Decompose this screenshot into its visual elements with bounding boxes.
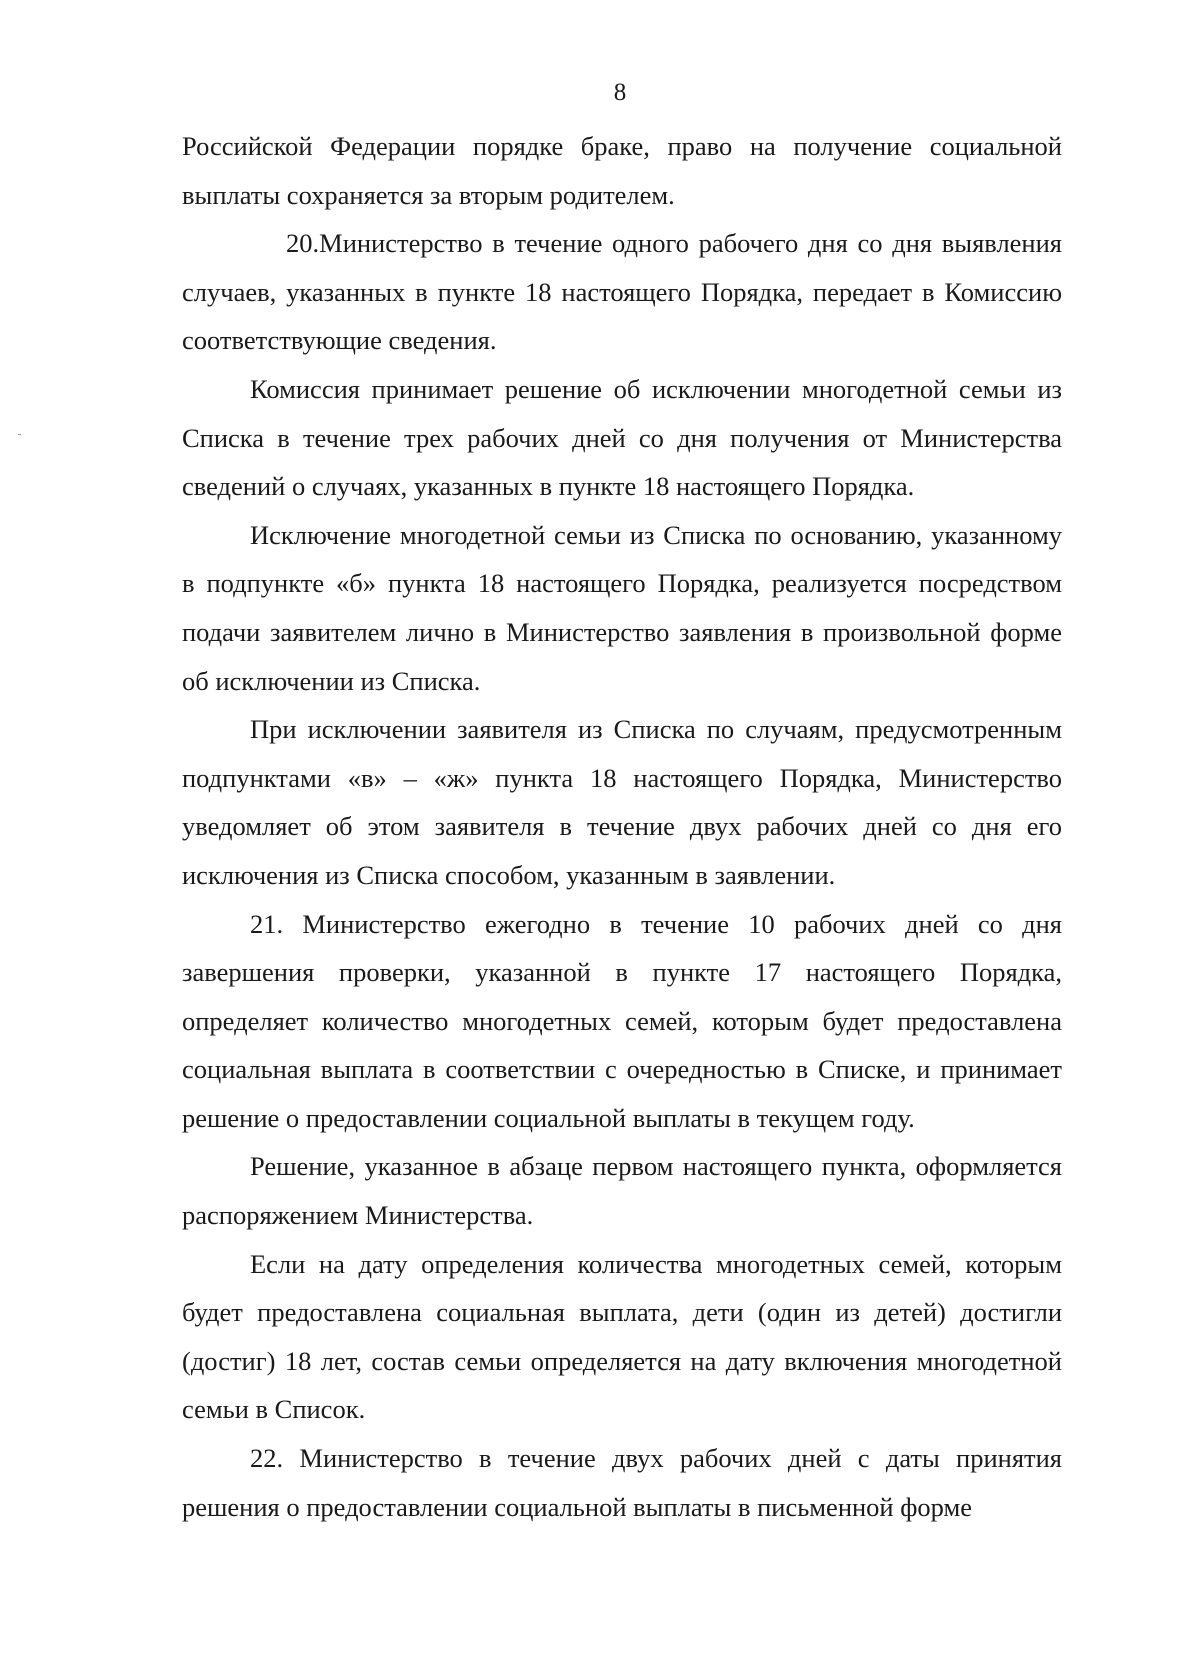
document-body (182, 122, 1062, 1531)
scan-margin-mark (18, 434, 21, 435)
item-number: 20. (286, 228, 320, 259)
paragraph-continuation: Российской Федерации порядке браке, право на получение социальной выплаты сохраняется за вторым родителем. (182, 131, 1062, 210)
paragraph-item-21: 21. Министерство ежегодно в течение 10 рабочих дней со дня завершения проверки, указанной в пункте 17 настоящего Порядка, определяет количество многодетных семей, которым будет предоставлена социальная выплата в соответствии с очередностью в Списке, и принимает решение о предоставлении социальной выплаты в текущем году. (182, 908, 1062, 1133)
paragraph-item-22: 22. Министерство в течение двух рабочих дней с даты принятия решения о предоставлении социальной выплаты в письменной форме (182, 1443, 1062, 1522)
paragraph: Если на дату определения количества многодетных семей, которым будет предоставлена социальная выплата, дети (один из детей) достигли (достиг) 18 лет, состав семьи определяется на дату включения многодетной семьи в Список. (182, 1248, 1062, 1425)
paragraph: Комиссия принимает решение об исключении многодетной семьи из Списка в течение трех рабочих дней со дня получения от Министерства сведений о случаях, указанных в пункте 18 настоящего Порядка. (182, 373, 1062, 502)
paragraph: Решение, указанное в абзаце первом настоящего пункта, оформляется распоряжением Министерства. (182, 1151, 1062, 1231)
paragraph-text: Министерство в течение одного рабочего дня со дня выявления случаев, указанных в пункте 18 настоящего Порядка, передает в Комиссию соответствующие сведения. (182, 228, 1062, 356)
paragraph: При исключении заявителя из Списка по случаям, предусмотренным подпунктами «в» – «ж» пункта 18 настоящего Порядка, Министерство уведомляет об этом заявителя в течение двух рабочих дней со дня его исключения из Списка способом, указанным в заявлении. (182, 714, 1062, 890)
paragraph: Исключение многодетной семьи из Списка по основанию, указанному в подпункте «б» пункта 18 настоящего Порядка, реализуется посредством подачи заявителем лично в Министерство заявления в произвольной форме об исключении из Списка. (182, 519, 1062, 696)
page-number: 8 (613, 79, 627, 106)
paragraph-item-20 (182, 219, 1062, 365)
